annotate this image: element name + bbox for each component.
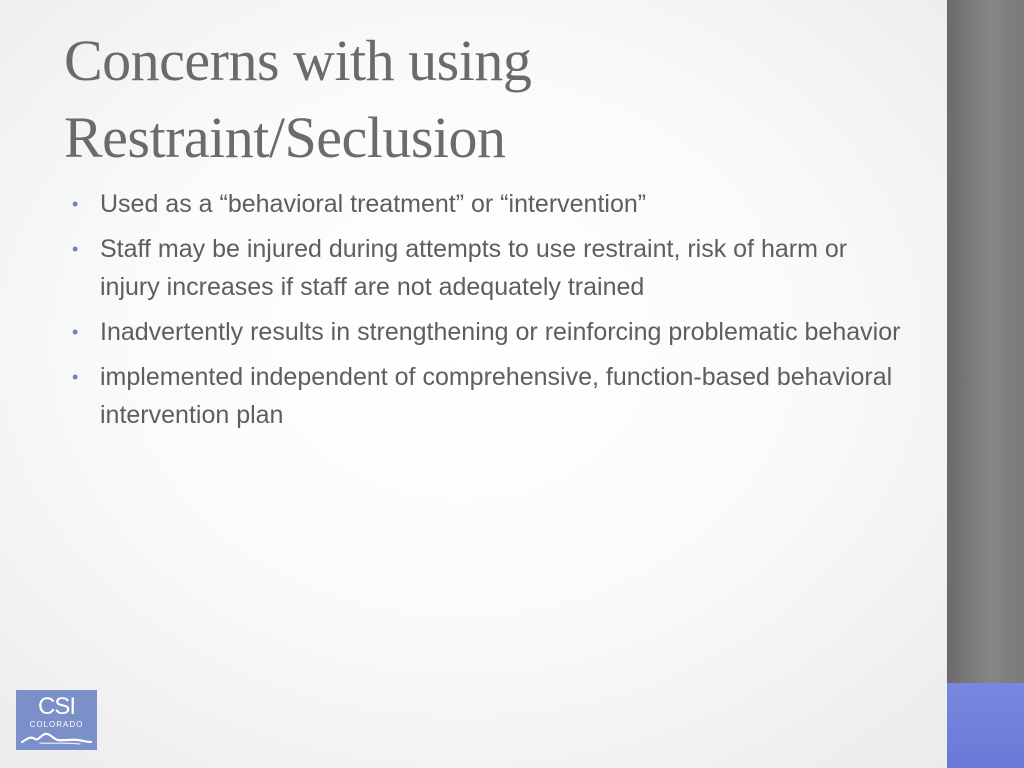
bullet-item-2 [72, 230, 912, 306]
bullet-dot-icon: • [72, 367, 79, 387]
slide-title-line-1: Concerns with using [64, 28, 532, 93]
logo-main-text: CSI [37, 693, 75, 720]
bullet-dot-icon: • [72, 322, 79, 342]
slide-title-line-2: Restraint/Seclusion [64, 105, 506, 170]
bullet-list [72, 185, 912, 441]
bullet-text-3: Inadvertently results in strengthening or reinforcing problematic behavior [100, 318, 901, 346]
bullet-dot-icon: • [72, 239, 79, 259]
slide-title [64, 22, 924, 176]
bullet-dot-icon: • [72, 194, 79, 214]
side-accent-decoration [947, 683, 1024, 768]
bullet-text-1: Used as a “behavioral treatment” or “intervention” [100, 190, 647, 218]
csi-colorado-logo [16, 690, 97, 750]
bullet-item-1 [72, 185, 912, 223]
logo-sub-text: COLORADO [29, 720, 84, 729]
bullet-text-4: implemented independent of comprehensive, function-based behavioral intervention plan [100, 363, 893, 429]
side-bar-decoration [947, 0, 1024, 683]
bullet-item-4 [72, 358, 912, 434]
bullet-item-3 [72, 313, 912, 351]
bullet-text-2: Staff may be injured during attempts to use restraint, risk of harm or injury increases if staff are not adequately trained [100, 235, 848, 301]
mountains-icon [20, 730, 93, 746]
